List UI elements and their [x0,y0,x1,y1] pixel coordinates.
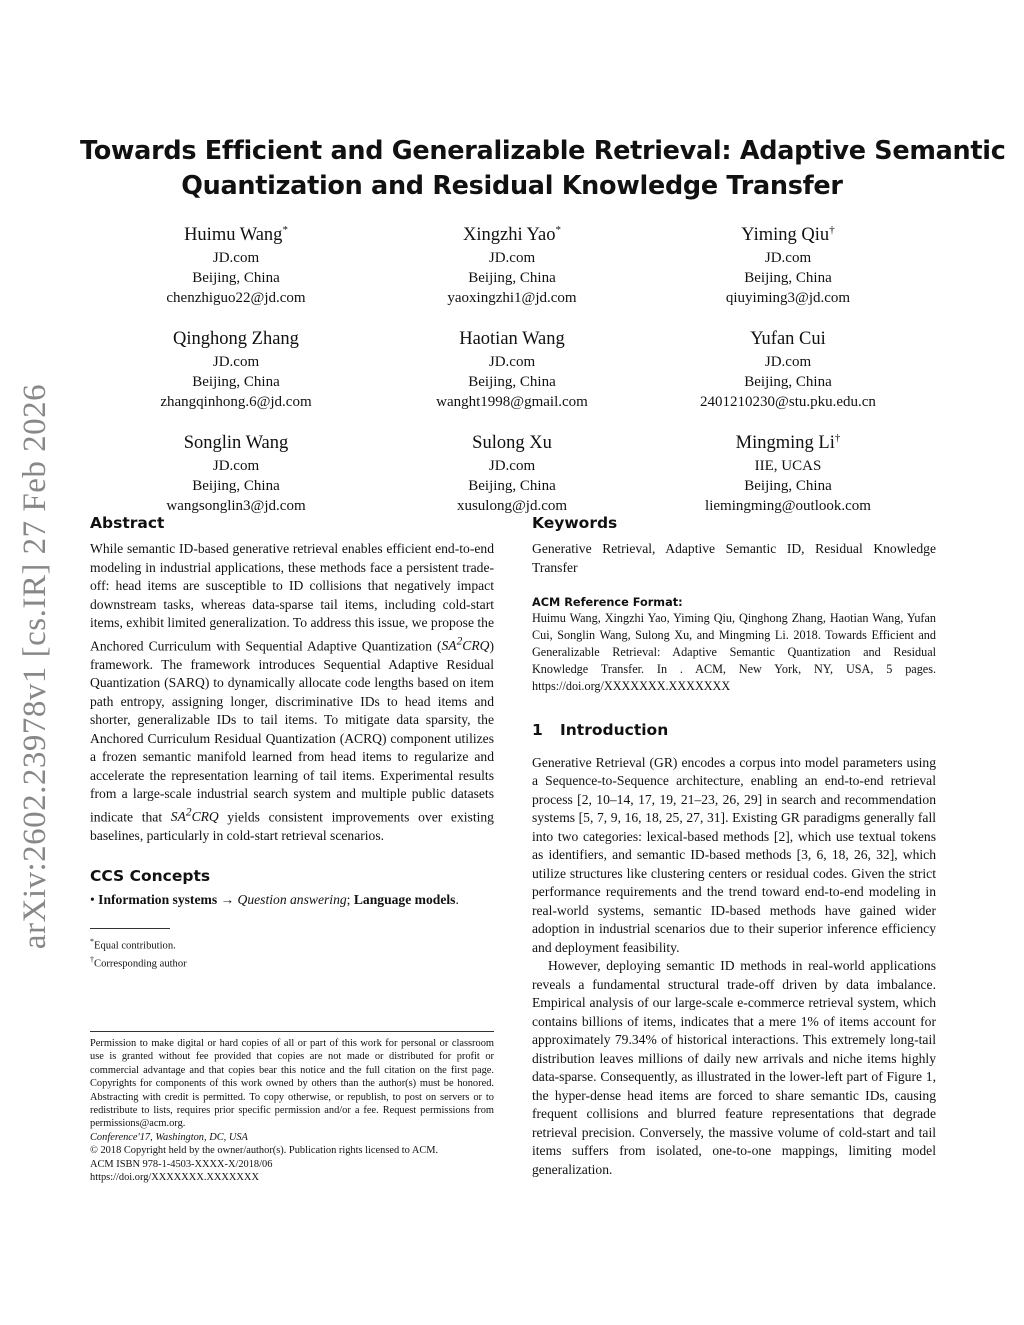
author-name: Mingming Li [735,433,835,454]
author-block [650,322,926,412]
abstract-heading: Abstract [90,514,165,532]
author-name: Sulong Xu [472,433,552,454]
author-name: Songlin Wang [183,433,289,454]
author-email: wangsonglin3@jd.com [166,498,306,515]
footnote-divider [90,928,170,929]
author-email: 2401210230@stu.pku.edu.cn [700,394,876,411]
author-affiliation: JD.com [488,354,536,371]
acm-reference-heading: ACM Reference Format: [532,596,683,609]
author-block [650,426,926,516]
author-location: Beijing, China [468,478,556,495]
author-location: Beijing, China [192,478,280,495]
author-block [374,218,650,308]
author-email: chenzhiguo22@jd.com [166,290,306,307]
author-name: Huimu Wang [184,225,283,246]
section-title: Introduction [560,721,669,739]
right-column [532,512,936,1179]
author-affiliation: JD.com [488,250,536,267]
footnote-equal: *Equal contribution. [90,936,176,952]
permission-text: Permission to make digital or hard copies of all or part of this work for personal or classroom use is granted without fee provided that copies are not made or distributed for profit or commercial advantage and that copies bear this notice and the full citation on the first page. Copyrights for components of this work owned by others than the author(s) must be honored. Abstracting with credit is permitted. To copy otherwise, or republish, to post on servers or to redistribute to lists, requires prior specific permission and/or a fee. Request permissions from permissions@acm.org. [90,1038,494,1130]
author-block [98,322,374,412]
author-affiliation: IIE, UCAS [754,458,822,475]
introduction-heading [532,719,936,741]
author-name: Yiming Qiu [741,225,830,246]
copyright-line: © 2018 Copyright held by the owner/author(s). Publication rights licensed to ACM. [90,1145,439,1157]
author-email: zhangqinhong.6@jd.com [160,394,312,411]
intro-paragraph-1: Generative Retrieval (GR) encodes a corpus into model parameters using a Sequence-to-Sequence architecture, enabling an end-to-end retrieval process [2, 10–14, 17, 19, 21–23, 26, 29] in search and recommendation systems [5, 7, 9, 16, 18, 25, 27, 31]. Existing GR paradigms generally fall into two categories: lexical-based methods [2], which use textual tokens as identifiers, and semantic ID-based methods [3, 6, 18, 26, 32], which utilize structures like clustering centers or residual codes. Given the strict performance requirements and the trend toward end-to-end modeling in real-world systems, semantic ID-based methods have gained wider adoption in industrial scenarios due to their superior inference efficiency and deployment feasibility. [532,754,936,955]
author-location: Beijing, China [744,374,832,391]
arxiv-id-text: arXiv:2602.23978v1 [cs.IR] 27 Feb 2026 [17,383,54,949]
author-name: Haotian Wang [459,329,565,350]
author-email: qiuyiming3@jd.com [725,290,851,307]
author-email: xusulong@jd.com [456,498,568,515]
author-affiliation: JD.com [212,250,260,267]
conference-line: Conference'17, Washington, DC, USA [90,1131,248,1143]
author-name: Xingzhi Yao [462,225,556,246]
ccs-concepts: • Information systems → Question answering; Language models. [90,892,459,908]
footnote-corresponding: †Corresponding author [90,955,187,970]
author-affiliation: JD.com [488,458,536,475]
author-block [98,218,374,308]
doi-line: https://doi.org/XXXXXXX.XXXXXXX [90,1172,259,1184]
intro-paragraph-2: However, deploying semantic ID methods in real-world applications reveals a fundamental structural trade-off driven by data imbalance. Empirical analysis of our large-scale e-commerce retrieval system, which contains billions of items, indicates that a mere 1% of items account for approximately 79.34% of historical interactions. This extremely long-tail distribution leaves millions of daily new arrivals and niche items highly data-sparse. Consequently, as illustrated in the lower-left part of Figure 1, the hyper-dense head items are forced to share semantic IDs, causing frequent collisions and blurred feature representations that degrade retrieval precision. Conversely, the massive volume of cold-start and tail items suffers from isolated, one-to-one mappings, limiting model generalization. [532,958,936,1177]
author-mark: * [282,224,288,236]
section-number: 1 [532,721,543,739]
permission-notice [90,1031,494,1184]
method-name: $SA^2CRQ$ [441,635,490,654]
author-location: Beijing, China [744,478,832,495]
author-email: wanght1998@gmail.com [436,394,588,411]
author-affiliation: JD.com [212,458,260,475]
author-block [650,218,926,308]
author-location: Beijing, China [468,374,556,391]
title-line-1: Towards Efficient and Generalizable Retrieval: Adaptive Semantic [80,136,1006,166]
keywords-text: Generative Retrieval, Adaptive Semantic ID, Residual Knowledge Transfer [532,541,936,575]
author-mark: † [829,224,835,236]
author-email: liemingming@outlook.com [705,498,871,515]
author-block [98,426,374,516]
author-email: yaoxingzhi1@jd.com [447,290,577,307]
isbn-line: ACM ISBN 978-1-4503-XXXX-X/2018/06 [90,1158,273,1170]
author-block [374,426,650,516]
author-affiliation: JD.com [212,354,260,371]
arxiv-identifier [8,376,64,956]
author-location: Beijing, China [192,270,280,287]
author-location: Beijing, China [468,270,556,287]
method-name: $SA^2CRQ$ [170,806,219,825]
acm-reference-text: Huimu Wang, Xingzhi Yao, Yiming Qiu, Qinghong Zhang, Haotian Wang, Yufan Cui, Songlin Wang, Sulong Xu, and Mingming Li. 2018. Towards Efficient and Generalizable Retrieval: Adaptive Semantic Quantization and Residual Knowledge Transfer. In . ACM, New York, NY, USA, 5 pages. https://doi.org/XXXXXXX.XXXXXXX [532,611,936,693]
author-affiliation: JD.com [764,354,812,371]
abstract-text: While semantic ID-based generative retrieval enables efficient end-to-end modeling in industrial applications, these methods face a persistent trade-off: head items are susceptible to ID collisions that negatively impact downstream tasks, whereas data-sparse tail items, including cold-start items, exhibit limited generalization. To address this issue, we propose the Anchored Curriculum with Sequential Adaptive Quantization $(SA^2CRQ)$ framework. The framework introduces Sequential Adaptive Residual Quantization (SARQ) to dynamically allocate code lengths based on item path entropy, assigning longer, discriminative IDs to head items and shorter, generalizable IDs to tail items. To mitigate data sparsity, the Anchored Curriculum Residual Quantization (ACRQ) component utilizes a frozen semantic manifold learned from head items to regularize and accelerate the representation learning of tail items. Experimental results from a large-scale industrial search system and multiple public datasets indicate that $SA^2CRQ$ yields consistent improvements over existing baselines, particularly in cold-start retrieval scenarios. [90,541,494,843]
author-name: Qinghong Zhang [173,329,299,350]
author-grid [98,218,926,516]
paper-title [80,134,1006,204]
author-mark: * [555,224,561,236]
title-line-2: Quantization and Residual Knowledge Transfer [181,171,843,201]
author-name: Yufan Cui [750,329,826,350]
author-location: Beijing, China [192,374,280,391]
footnotes [90,935,494,972]
left-column [90,512,494,972]
keywords-heading: Keywords [532,514,618,532]
ccs-heading: CCS Concepts [90,867,211,886]
author-affiliation: JD.com [764,250,812,267]
author-mark: † [834,432,841,445]
author-block [374,322,650,412]
author-location: Beijing, China [744,270,832,287]
